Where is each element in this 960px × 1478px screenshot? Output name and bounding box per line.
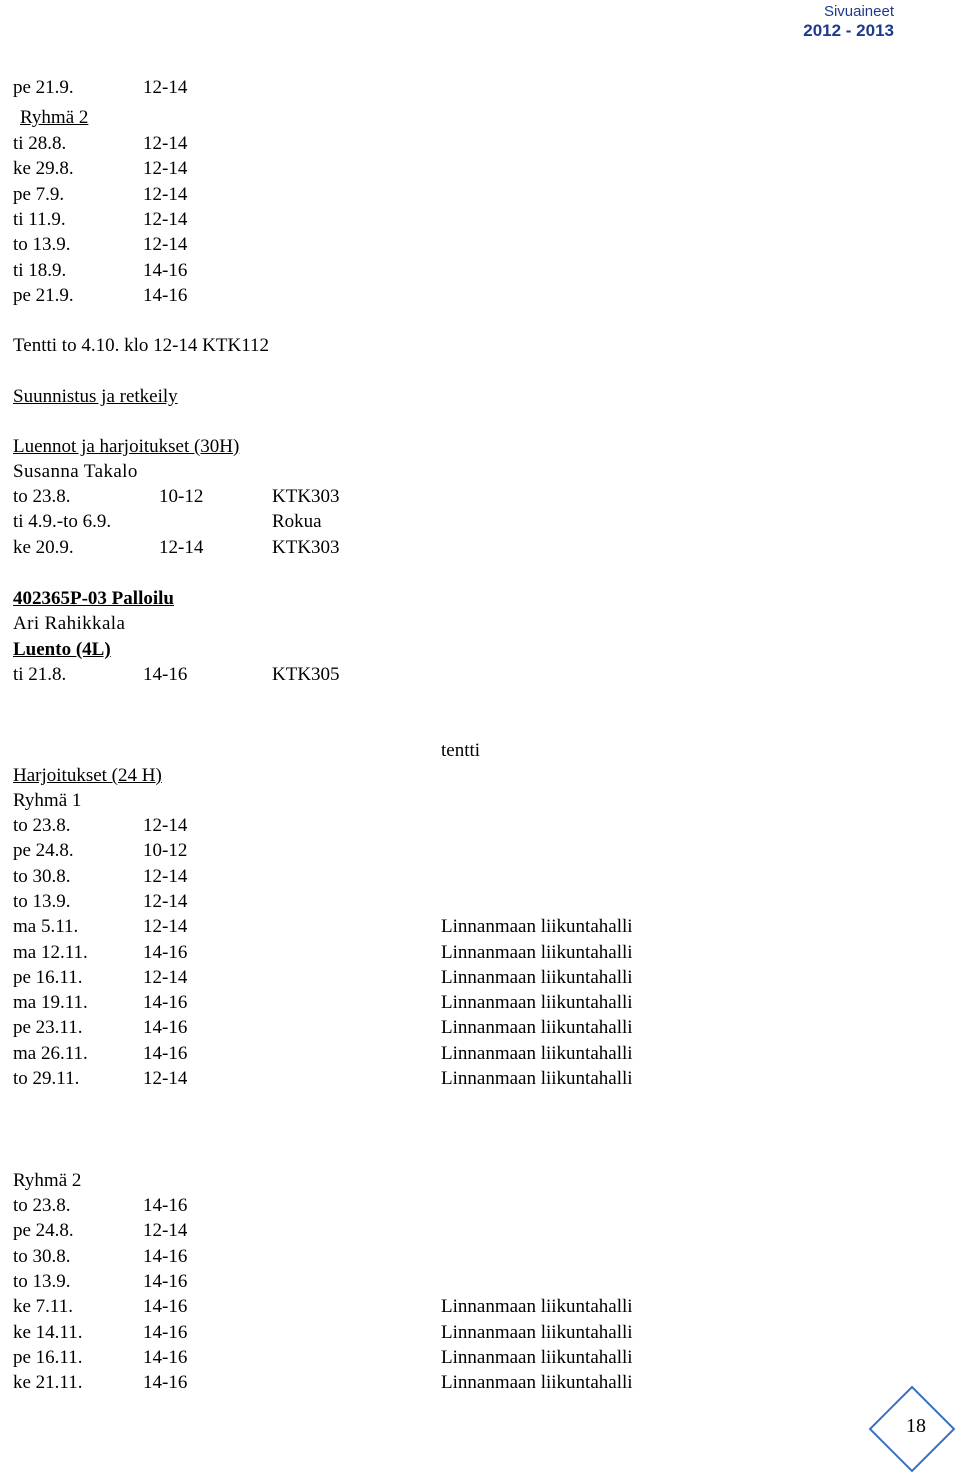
date-cell: to 13.9. [13,1270,71,1292]
date-cell: ti 11.9. [13,208,66,230]
date-cell: ti 28.8. [13,133,67,154]
page-number: 18 [906,1415,926,1437]
date-cell: ke 21.11. [13,1372,83,1394]
time-cell: 12-14 [143,234,188,256]
date-cell: ti 18.9. [13,259,67,281]
date-cell: to 30.8. [13,865,71,887]
place-cell: Linnanmaan liikuntahalli [441,941,633,963]
time-cell: 14-16 [143,1372,188,1394]
time-cell: 12-14 [143,865,188,887]
date-cell: ma 19.11. [13,992,88,1014]
date-cell: pe 7.9. [13,183,65,205]
date-cell: to 13.9. [13,890,71,912]
place-cell: Linnanmaan liikuntahalli [441,1372,633,1394]
date-cell: pe 24.8. [13,840,74,862]
exam-line: Tentti to 4.10. klo 12-14 KTK112 [13,335,270,356]
place-cell: Linnanmaan liikuntahalli [441,916,633,938]
date-cell: to 23.8. [13,486,71,507]
time-cell: 12-14 [143,815,188,836]
time-cell: 14-16 [143,1321,188,1343]
group-title: Ryhmä 2 [20,107,89,128]
time-cell: 14-16 [143,284,188,306]
date-cell: to 23.8. [13,1195,71,1216]
time-cell: 12-14 [143,1220,188,1242]
date-cell: pe 16.11. [13,1346,83,1368]
date-cell: pe 16.11. [13,966,83,988]
group-title: Ryhmä 2 [13,1170,82,1191]
time-cell: 12-14 [143,183,188,205]
time-cell: 12-14 [143,966,188,988]
date-cell: pe 21.9. [13,77,74,98]
time-cell: 14-16 [143,1017,188,1039]
place-cell: KTK303 [272,486,340,507]
date-cell: to 13.9. [13,234,71,256]
date-cell: ke 7.11. [13,1296,73,1318]
place-cell: Linnanmaan liikuntahalli [441,1068,633,1089]
date-cell: to 30.8. [13,1245,71,1267]
time-cell: 12-14 [143,208,188,230]
time-cell: 10-12 [159,486,204,507]
place-cell: Linnanmaan liikuntahalli [441,966,633,988]
place-cell: Linnanmaan liikuntahalli [441,1346,633,1368]
header-title: Sivuaineet [823,3,894,20]
place-cell: KTK305 [272,664,340,685]
header-year: 2012 - 2013 [803,21,894,40]
time-cell: 12-14 [143,916,188,938]
section-subtitle: Luento (4L) [13,639,111,660]
teacher-name: Susanna Takalo [13,461,138,482]
time-cell: 14-16 [143,1270,188,1292]
time-cell: 14-16 [143,1346,188,1368]
time-cell: 14-16 [143,259,188,281]
place-cell: Linnanmaan liikuntahalli [441,1321,633,1343]
time-cell: 14-16 [143,1245,188,1267]
date-cell: ke 29.8. [13,158,74,180]
date-cell: ma 5.11. [13,916,79,938]
time-cell: 12-14 [143,77,188,98]
date-cell: ma 26.11. [13,1042,88,1064]
time-cell: 14-16 [143,941,188,963]
time-cell: 10-12 [143,840,188,862]
date-cell: pe 23.11. [13,1017,83,1039]
time-cell: 14-16 [143,992,188,1014]
section-subtitle: Luennot ja harjoitukset (30H) [13,436,240,457]
place-cell: KTK303 [272,536,340,558]
time-cell: 14-16 [143,1042,188,1064]
section-title: Harjoitukset (24 H) [13,765,162,786]
date-cell: ma 12.11. [13,941,88,963]
date-cell: ti 4.9.-to 6.9. [13,511,112,533]
time-cell: 14-16 [143,1195,188,1216]
time-cell: 14-16 [143,664,188,685]
place-cell: Linnanmaan liikuntahalli [441,1296,633,1318]
group-title: Ryhmä 1 [13,790,82,811]
date-cell: pe 24.8. [13,1220,74,1242]
date-cell: ke 20.9. [13,536,74,558]
place-cell: Linnanmaan liikuntahalli [441,992,633,1014]
date-cell: ke 14.11. [13,1321,83,1343]
time-cell: 12-14 [143,890,188,912]
time-cell: 12-14 [143,158,188,180]
time-cell: 12-14 [159,536,204,558]
place-cell: Rokua [272,511,322,533]
exam-label: tentti [441,740,481,761]
date-cell: ti 21.8. [13,664,67,685]
date-cell: pe 21.9. [13,284,74,306]
teacher-name: Ari Rahikkala [13,613,126,634]
time-cell: 12-14 [143,1068,188,1089]
time-cell: 14-16 [143,1296,188,1318]
time-cell: 12-14 [143,133,188,154]
place-cell: Linnanmaan liikuntahalli [441,1017,633,1039]
section-title: Suunnistus ja retkeily [13,386,178,407]
date-cell: to 23.8. [13,815,71,836]
date-cell: to 29.11. [13,1068,80,1089]
place-cell: Linnanmaan liikuntahalli [441,1042,633,1064]
section-title: 402365P-03 Palloilu [13,588,174,609]
